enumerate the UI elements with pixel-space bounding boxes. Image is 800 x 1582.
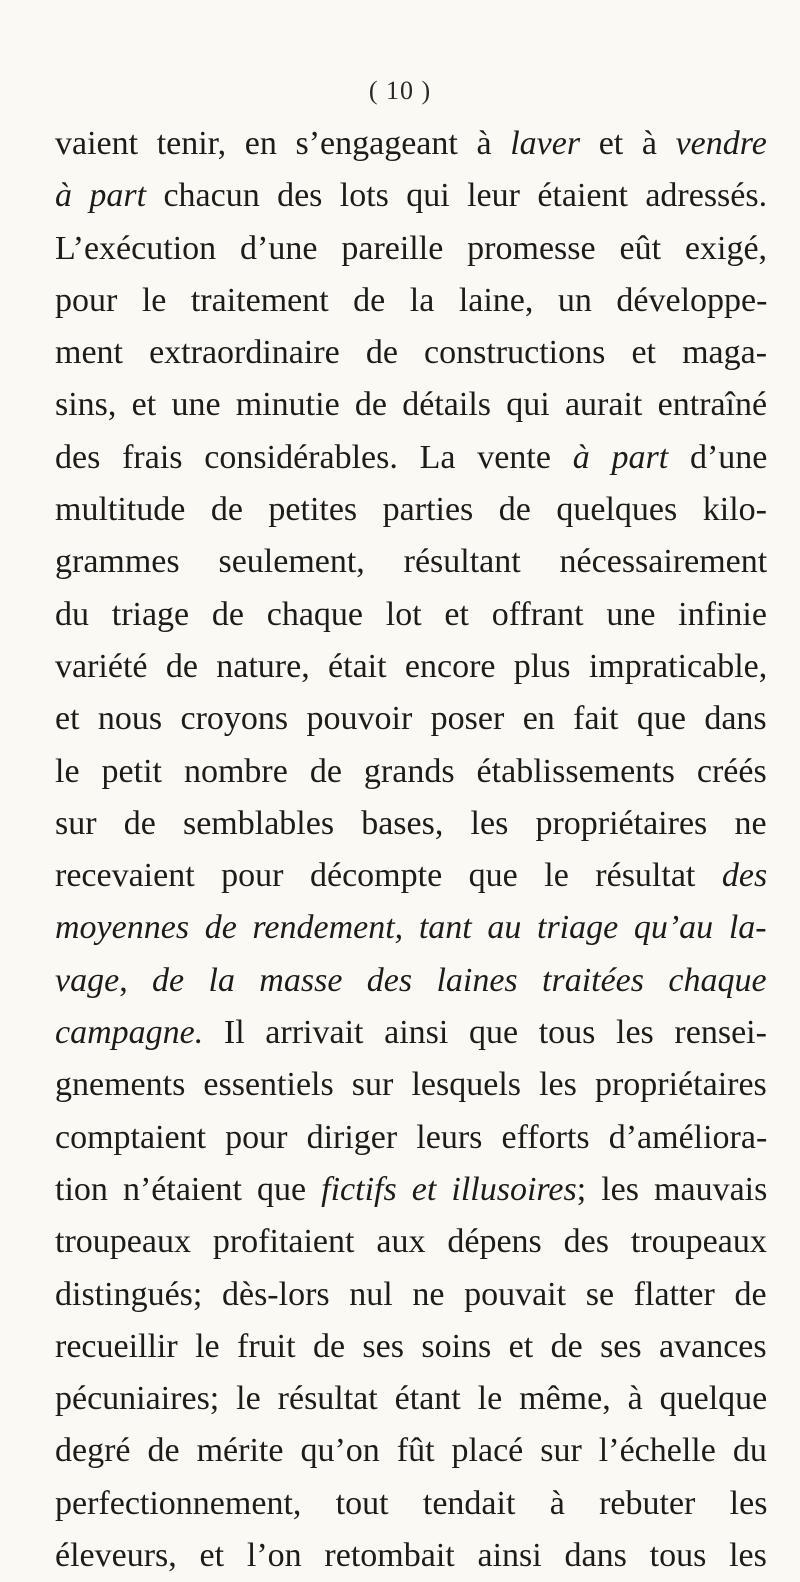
text-line (55, 850, 767, 902)
text-span: des frais considérables. La vente (55, 438, 573, 476)
text-span: sins, et une minutie de détails qui aurait entraîné (55, 386, 767, 424)
body-text (55, 118, 767, 1582)
text-span: troupeaux profitaient aux dépens des troupeaux (55, 1223, 767, 1261)
text-line (55, 536, 767, 588)
text-span: ; les mauvais (576, 1170, 767, 1208)
italic-text: moyennes de rendement, tant au triage qu’au la- (55, 909, 767, 947)
text-span: tion n’étaient que (55, 1170, 322, 1208)
text-line (55, 379, 767, 431)
text-span: d’une (668, 438, 767, 476)
text-line (55, 955, 767, 1007)
italic-text: à part (572, 438, 669, 476)
italic-text: de la masse des laines traitées chaque (152, 961, 767, 999)
text-span: ment extraordinaire de constructions et maga- (55, 334, 767, 372)
text-line (55, 275, 767, 327)
text-span: comptaient pour diriger leurs efforts d’améliora- (55, 1118, 767, 1156)
text-line (55, 1530, 767, 1582)
text-line (55, 1059, 767, 1111)
text-span: degré de mérite qu’on fût placé sur l’échelle du (55, 1432, 767, 1470)
text-line (55, 432, 767, 484)
text-span: et à (580, 125, 676, 162)
text-line (55, 1269, 767, 1321)
text-line (55, 798, 767, 850)
italic-text: laver (510, 125, 581, 162)
page-number: ( 10 ) (368, 76, 432, 105)
italic-text: à part (55, 177, 147, 215)
italic-text: des (721, 857, 767, 895)
text-line (55, 484, 767, 536)
text-line (55, 1478, 767, 1530)
text-span: L’exécution d’une pareille promesse eût exigé, (55, 229, 767, 267)
text-span: multitude de petites parties de quelques kilo- (55, 491, 767, 529)
italic-text: campagne. (55, 1014, 204, 1052)
italic-text: fictifs et illusoires (321, 1170, 577, 1208)
text-span: sur de semblables bases, les propriétaires ne (55, 804, 767, 842)
text-line (55, 693, 767, 745)
text-span: et nous croyons pouvoir poser en fait que dans (55, 700, 767, 738)
text-span: perfectionnement, tout tendait à rebuter les (55, 1484, 767, 1522)
text-line (55, 1007, 767, 1059)
italic-text: vage (55, 961, 120, 999)
text-span: pour le traitement de la laine, un développe- (55, 281, 767, 319)
text-line (55, 118, 767, 170)
text-line (55, 1321, 767, 1373)
text-line (55, 1216, 767, 1268)
text-line (55, 641, 767, 693)
text-line (55, 223, 767, 275)
text-span: chacun des lots qui leur étaient adressés. (146, 177, 767, 215)
text-span: recevaient pour décompte que le résultat (55, 857, 722, 895)
text-line (55, 1373, 767, 1425)
text-span: Il arrivait ainsi que tous les rensei- (203, 1014, 767, 1052)
italic-text: vendre (675, 125, 767, 162)
text-span: variété de nature, était encore plus impraticable, (55, 647, 767, 685)
text-span: pécuniaires; le résultat étant le même, à quelque (55, 1380, 767, 1418)
text-span: le petit nombre de grands établissements créés (55, 752, 767, 790)
text-line (55, 1112, 767, 1164)
text-line (55, 746, 767, 798)
text-span: éleveurs, et l’on retombait ainsi dans tous les (55, 1537, 767, 1575)
text-span: grammes seulement, résultant nécessairement (55, 543, 767, 581)
text-line (55, 589, 767, 641)
text-span: du triage de chaque lot et offrant une infinie (55, 595, 767, 633)
text-span: , (119, 961, 153, 999)
text-line (55, 1425, 767, 1477)
text-span: distingués; dès-lors nul ne pouvait se flatter de (55, 1275, 767, 1313)
text-line (55, 902, 767, 954)
text-line (55, 327, 767, 379)
text-span: gnements essentiels sur lesquels les propriétaires (55, 1066, 767, 1104)
text-span: recueillir le fruit de ses soins et de ses avances (55, 1327, 767, 1365)
text-line (55, 1164, 767, 1216)
text-span: vaient tenir, en s’engageant à (55, 125, 511, 162)
text-line (55, 170, 767, 222)
